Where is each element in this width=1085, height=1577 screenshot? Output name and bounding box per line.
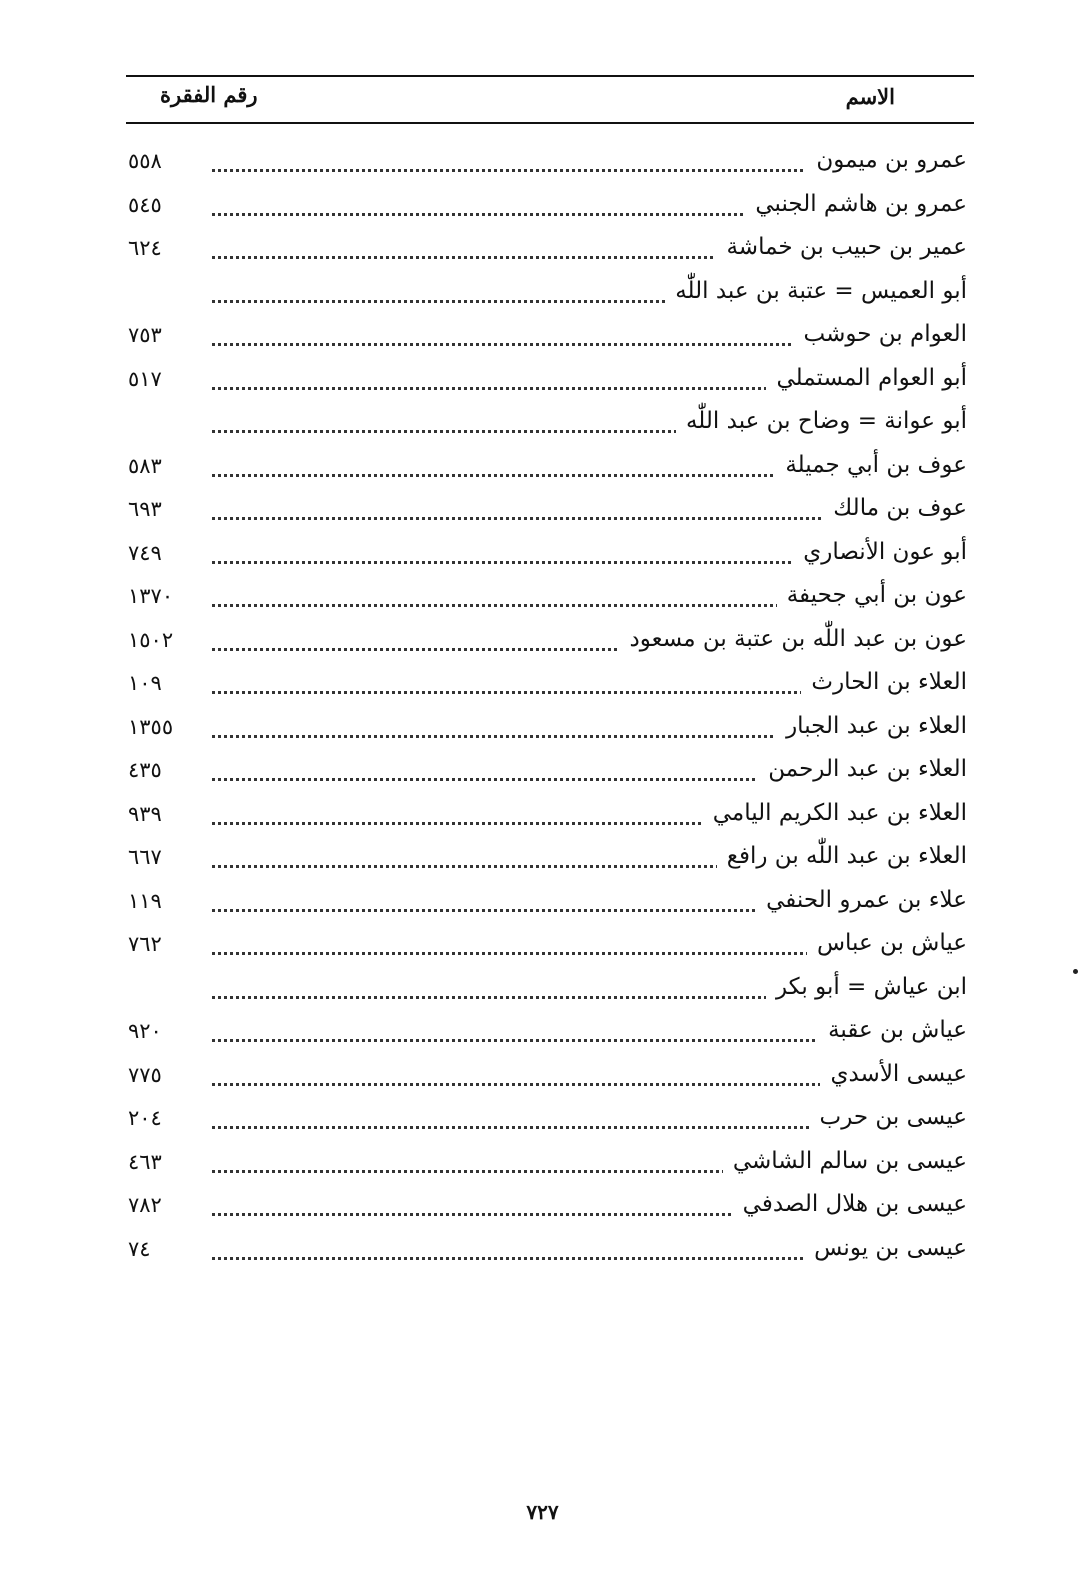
index-entry: [0, 1102, 1085, 1146]
entry-paragraph-number: ٩٢٠: [128, 1019, 162, 1043]
entry-name: العلاء بن عبد الرحمن: [758, 756, 967, 782]
entry-name: عيسى بن سالم الشاشي: [723, 1148, 967, 1174]
margin-mark: [1073, 969, 1078, 974]
entry-paragraph-number: ٥١٧: [128, 366, 162, 391]
entry-name: العلاء بن عبد اللّٰه بن رافع: [717, 843, 967, 869]
entry-name: عمرو بن ميمون: [806, 147, 967, 173]
entry-name: أبو عون الأنصاري: [793, 539, 967, 565]
index-entry: [0, 537, 1085, 581]
entry-name: علاء بن عمرو الحنفي: [756, 887, 967, 913]
page-number: ٧٢٧: [526, 1500, 559, 1524]
index-entry: [0, 1189, 1085, 1233]
entry-name: أبو العوام المستملي: [766, 365, 967, 391]
entry-paragraph-number: ٢٠٤: [128, 1106, 162, 1130]
index-entry: [0, 928, 1085, 972]
column-header-name: الاسم: [845, 84, 895, 109]
entry-paragraph-number: ١٣٥٥: [128, 714, 174, 739]
entry-paragraph-number: ٥٤٥: [128, 192, 162, 217]
entry-name: عون بن أبي جحيفة: [777, 582, 967, 608]
index-entry: [0, 145, 1085, 189]
entry-name: عياش بن عباس: [807, 930, 967, 956]
entry-paragraph-number: ١٣٧٠: [128, 584, 174, 608]
index-entry: [0, 972, 1085, 1016]
index-entry: [0, 754, 1085, 798]
index-entry: [0, 624, 1085, 668]
header-bottom-rule: [126, 122, 974, 124]
entry-paragraph-number: ٧٦٢: [128, 932, 162, 956]
entry-paragraph-number: ٩٣٩: [128, 801, 162, 826]
entry-name: عيسى بن حرب: [810, 1104, 967, 1130]
entry-paragraph-number: ٥٥٨: [128, 149, 162, 173]
entry-name: العلاء بن الحارث: [801, 669, 967, 695]
entry-name: عيسى بن يونس: [804, 1235, 967, 1261]
index-entry: [0, 798, 1085, 842]
index-entry: [0, 711, 1085, 755]
entry-name: عون بن عبد اللّٰه بن عتبة بن مسعود: [620, 626, 967, 652]
entry-name: العوام بن حوشب: [794, 321, 968, 347]
index-entry: [0, 319, 1085, 363]
entry-paragraph-number: ٧٤: [128, 1236, 151, 1261]
index-entries-list: [0, 145, 1085, 1276]
index-entry: [0, 667, 1085, 711]
entry-name: أبو العميس = عتبة بن عبد اللّٰه: [665, 278, 967, 304]
entry-paragraph-number: ٧٥٣: [128, 323, 162, 347]
index-entry: [0, 232, 1085, 276]
entry-paragraph-number: ٧٤٩: [128, 540, 162, 565]
entry-name: ابن عياش = أبو بكر: [766, 974, 967, 1000]
entry-paragraph-number: ١٥٠٢: [128, 627, 174, 652]
index-entry: [0, 363, 1085, 407]
entry-paragraph-number: ٤٦٣: [128, 1149, 162, 1174]
entry-paragraph-number: ٥٨٣: [128, 453, 162, 478]
index-entry: [0, 450, 1085, 494]
entry-paragraph-number: ١١٩: [128, 888, 162, 913]
entry-paragraph-number: ٦٢٤: [128, 236, 162, 260]
entry-name: عوف بن مالك: [823, 495, 967, 521]
index-entry: [0, 493, 1085, 537]
index-entry: [0, 1015, 1085, 1059]
entry-name: أبو عوانة = وضاح بن عبد اللّٰه: [676, 408, 967, 434]
header-top-rule: [126, 75, 974, 77]
column-header-number: رقم الفقرة: [160, 82, 258, 107]
entry-name: العلاء بن عبد الجبار: [776, 713, 967, 739]
index-entry: [0, 1059, 1085, 1103]
index-entry: [0, 841, 1085, 885]
entry-paragraph-number: ٧٨٢: [128, 1193, 162, 1217]
entry-paragraph-number: ١٠٩: [128, 671, 162, 695]
entry-name: العلاء بن عبد الكريم اليامي: [703, 800, 967, 826]
entry-paragraph-number: ٦٩٣: [128, 497, 162, 521]
entry-name: عمير بن حبيب بن خماشة: [716, 234, 967, 260]
index-entry: [0, 189, 1085, 233]
index-entry: [0, 1146, 1085, 1190]
entry-name: عيسى بن هلال الصدفي: [733, 1191, 967, 1217]
index-entry: [0, 885, 1085, 929]
entry-name: عوف بن أبي جميلة: [775, 452, 967, 478]
entry-paragraph-number: ٤٣٥: [128, 758, 162, 782]
entry-paragraph-number: ٧٧٥: [128, 1062, 162, 1087]
index-entry: [0, 580, 1085, 624]
entry-paragraph-number: ٦٦٧: [128, 845, 162, 869]
entry-name: عيسى الأسدي: [820, 1061, 967, 1087]
entry-name: عياش بن عقبة: [818, 1017, 967, 1043]
entry-name: عمرو بن هاشم الجنبي: [745, 191, 967, 217]
index-entry: [0, 1233, 1085, 1277]
index-entry: [0, 406, 1085, 450]
index-entry: [0, 276, 1085, 320]
